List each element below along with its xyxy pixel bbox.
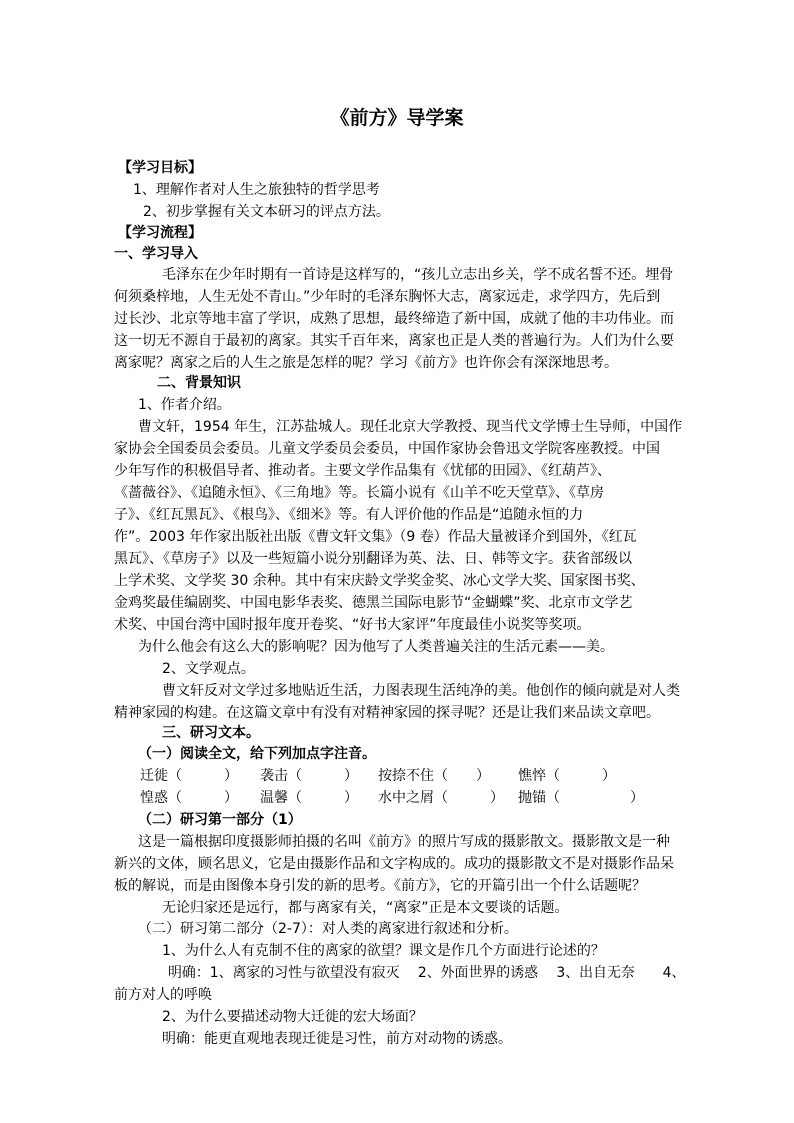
intro-line: 这一切无不源自于最初的离家。其实千百年来，离家也正是人类的普遍行为。人们为什么要 — [114, 333, 674, 349]
part-1-line: 这是一篇根据印度摄影师拍摄的名叫《前方》的照片写成的摄影散文。摄影散文是一种 — [138, 834, 670, 850]
part-1-answer: 无论归家还是远行，都与离家有关，“离家”正是本文要谈的话题。 — [162, 900, 569, 916]
author-line: 《蔷薇谷》、《追随永恒》、《三角地》等。长篇小说有《山羊不吃天堂草》、《草房 — [114, 485, 604, 501]
view-heading: 2、文学观点。 — [162, 661, 255, 677]
goal-2: 2、初步掌握有关文本研习的评点方法。 — [143, 204, 390, 220]
author-line: 少年写作的积极倡导者、推动者。主要文学作品集有《忧郁的田园》、《红葫芦》、 — [114, 463, 611, 479]
part-1-line: 新兴的文体，顾名思义，它是由摄影作品和文字构成的。成功的摄影散文不是对摄影作品呆 — [114, 856, 674, 872]
goals-heading: 【学习目标】 — [118, 160, 202, 176]
section-2-heading: 二、背景知识 — [157, 375, 241, 391]
answer-1-line: 明确：1、离家的习性与欲望没有寂灭 2、外面世界的诱惑 3、出自无奈 4、 — [168, 965, 686, 981]
view-line: 精神家园的构建。在这篇文章中有没有对精神家园的探寻呢？还是让我们来品读文章吧。 — [114, 705, 660, 721]
pinyin-item: 憔悴（ ） — [518, 768, 616, 784]
intro-line: 何须桑梓地，人生无处不青山。”少年时的毛泽东胸怀大志，离家远走，求学四方，先后到 — [114, 289, 661, 305]
pinyin-item: 水中之屑（ ） — [378, 790, 504, 806]
author-line: 上学术奖、文学奖 30 余种。其中有宋庆龄文学奖金奖、冰心文学大奖、国家图书奖、 — [114, 573, 645, 589]
author-line: 家协会全国委员会委员。儿童文学委员会委员，中国作家协会鲁迅文学院客座教授。中国 — [114, 441, 660, 457]
intro-line: 过长沙、北京等地丰富了学识，成熟了思想，最终缔造了新中国，成就了他的丰功伟业。而 — [114, 311, 674, 327]
part-1-line: 板的解说，而是由图像本身引发的新的思考。《前方》，它的开篇引出一个什么话题呢？ — [114, 878, 646, 894]
answer-2: 明确：能更直观地表现迁徙是习性，前方对动物的诱惑。 — [162, 1031, 512, 1047]
flow-heading: 【学习流程】 — [118, 225, 202, 241]
pinyin-item: 温馨（ ） — [260, 790, 358, 806]
reading-task-heading: （一）阅读全文，给下列加点字注音。 — [138, 746, 376, 762]
document-title: 《前方》导学案 — [330, 107, 464, 129]
author-heading: 1、作者介绍。 — [138, 397, 231, 413]
pinyin-item: 袭击（ ） — [260, 768, 358, 784]
view-line: 曹文轩反对文学过多地贴近生活，力图表现生活纯净的美。他创作的倾向就是对人类 — [162, 683, 680, 699]
part-1-heading: （二）研习第一部分（1） — [138, 812, 302, 828]
author-line: 作”。2003 年作家出版社出版《曹文轩文集》（9 卷）作品大量被译介到国外，《红瓦 — [114, 529, 637, 545]
author-line: 术奖、中国台湾中国时报年度开卷奖、“好书大家评”年度最佳小说奖等奖项。 — [114, 617, 591, 633]
author-line: 子》、《红瓦黑瓦》、《根鸟》、《细米》等。有人评价他的作品是“追随永恒的力 — [114, 507, 584, 523]
pinyin-item: 惶惑（ ） — [140, 790, 238, 806]
pinyin-item: 按捺不住（ ） — [378, 768, 490, 784]
pinyin-item: 迁徙（ ） — [140, 768, 238, 784]
question-1: 1、为什么人有克制不住的离家的欲望？课文是作几个方面进行论述的？ — [162, 943, 605, 959]
answer-1-line: 前方对人的呼唤 — [114, 987, 212, 1003]
pinyin-item: 抛锚（ ） — [518, 790, 644, 806]
section-1-heading: 一、学习导入 — [114, 246, 198, 262]
author-line: 曹文轩，1954 年生，江苏盐城人。现任北京大学教授、现当代文学博士生导师，中国作 — [138, 419, 683, 435]
author-question: 为什么他会有这么大的影响呢？因为他写了人类普遍关注的生活元素——美。 — [138, 639, 614, 655]
pinyin-row — [0, 788, 794, 808]
pinyin-row — [0, 766, 794, 786]
intro-line: 离家呢？离家之后的人生之旅是怎样的呢？学习《前方》也许你会有深深地思考。 — [114, 355, 618, 371]
goal-1: 1、理解作者对人生之旅独特的哲学思考 — [133, 182, 380, 198]
part-2-heading: （二）研习第二部分（2-7）：对人类的离家进行叙述和分析。 — [138, 921, 518, 937]
author-line: 金鸡奖最佳编剧奖、中国电影华表奖、德黑兰国际电影节“金蝴蝶”奖、北京市文学艺 — [114, 595, 633, 611]
question-2: 2、为什么要描述动物大迁徙的宏大场面？ — [162, 1009, 423, 1025]
author-line: 黑瓦》、《草房子》以及一些短篇小说分别翻译为英、法、日、韩等文字。获省部级以 — [114, 551, 632, 567]
intro-line: 毛泽东在少年时期有一首诗是这样写的，“孩儿立志出乡关，学不成名誓不还。埋骨 — [162, 267, 674, 283]
section-3-heading: 三、研习文本。 — [162, 725, 260, 741]
